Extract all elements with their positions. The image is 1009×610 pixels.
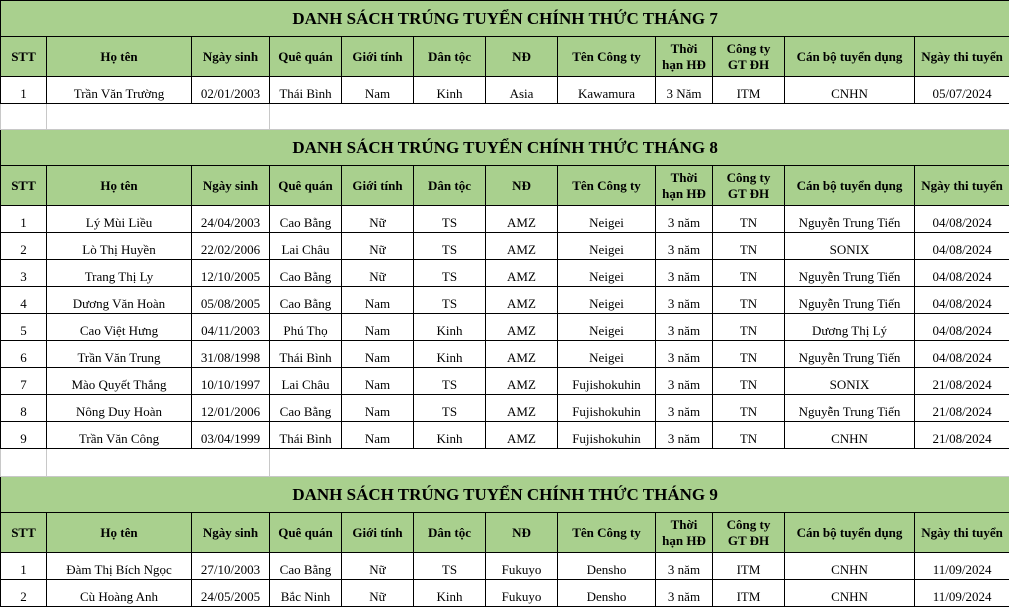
cell-ten-cong-ty[interactable]: Neigei — [558, 314, 656, 341]
table-row — [1, 260, 1009, 287]
cell-stt[interactable]: 6 — [1, 341, 47, 368]
cell-ho-ten[interactable]: Trần Văn Trung — [47, 341, 192, 368]
cell-stt[interactable]: 1 — [1, 206, 47, 233]
header-thoi-han-hd[interactable]: Thời hạn HĐ — [656, 37, 713, 77]
header-ngay-sinh[interactable]: Ngày sinh — [192, 166, 270, 206]
cell-ho-ten[interactable]: Trần Văn Công — [47, 422, 192, 449]
cell-que-quan[interactable]: Cao Bằng — [270, 553, 342, 580]
cell-gioi-tinh[interactable]: Nữ — [342, 206, 414, 233]
cell-dan-toc[interactable]: TS — [414, 287, 486, 314]
empty-cell[interactable] — [1, 449, 47, 477]
cell-thoi-han-hd[interactable]: 3 năm — [656, 580, 713, 607]
header-can-bo-tuyen-dung[interactable]: Cán bộ tuyển dụng — [785, 37, 915, 77]
header-can-bo-tuyen-dung[interactable]: Cán bộ tuyển dụng — [785, 513, 915, 553]
cell-que-quan[interactable]: Cao Bằng — [270, 260, 342, 287]
cell-thoi-han-hd[interactable]: 3 Năm — [656, 77, 713, 104]
section-title[interactable]: DANH SÁCH TRÚNG TUYỂN CHÍNH THỨC THÁNG 7 — [1, 1, 1009, 37]
header-ho-ten[interactable]: Họ tên — [47, 166, 192, 206]
cell-que-quan[interactable]: Thái Bình — [270, 422, 342, 449]
cell-stt[interactable]: 8 — [1, 395, 47, 422]
cell-ho-ten[interactable]: Cù Hoàng Anh — [47, 580, 192, 607]
cell-ngay-thi-tuyen[interactable]: 04/08/2024 — [915, 287, 1009, 314]
cell-stt[interactable]: 3 — [1, 260, 47, 287]
cell-ten-cong-ty[interactable]: Densho — [558, 580, 656, 607]
table-row — [1, 77, 1009, 104]
cell-stt[interactable]: 1 — [1, 77, 47, 104]
header-nd[interactable]: NĐ — [486, 513, 558, 553]
cell-nd[interactable]: AMZ — [486, 260, 558, 287]
header-can-bo-tuyen-dung[interactable]: Cán bộ tuyển dụng — [785, 166, 915, 206]
cell-ngay-thi-tuyen[interactable]: 05/07/2024 — [915, 77, 1009, 104]
header-row — [1, 166, 1009, 206]
table-row — [1, 553, 1009, 580]
section-title-row — [1, 1, 1009, 37]
header-ten-cong-ty[interactable]: Tên Công ty — [558, 37, 656, 77]
cell-que-quan[interactable]: Lai Châu — [270, 368, 342, 395]
cell-can-bo-tuyen-dung[interactable]: Nguyễn Trung Tiến — [785, 260, 915, 287]
cell-ten-cong-ty[interactable]: Neigei — [558, 260, 656, 287]
cell-dan-toc[interactable]: TS — [414, 395, 486, 422]
cell-can-bo-tuyen-dung[interactable]: Nguyễn Trung Tiến — [785, 206, 915, 233]
header-thoi-han-hd[interactable]: Thời hạn HĐ — [656, 166, 713, 206]
empty-cell[interactable] — [270, 104, 1009, 130]
cell-ngay-sinh[interactable]: 31/08/1998 — [192, 341, 270, 368]
cell-nd[interactable]: AMZ — [486, 314, 558, 341]
cell-cong-ty-gt-dh[interactable]: TN — [713, 260, 785, 287]
header-ngay-thi-tuyen[interactable]: Ngày thi tuyển — [915, 37, 1009, 77]
header-row — [1, 37, 1009, 77]
cell-cong-ty-gt-dh[interactable]: ITM — [713, 580, 785, 607]
cell-stt[interactable]: 9 — [1, 422, 47, 449]
table-row — [1, 395, 1009, 422]
empty-row — [1, 449, 1009, 477]
cell-can-bo-tuyen-dung[interactable]: SONIX — [785, 368, 915, 395]
cell-thoi-han-hd[interactable]: 3 năm — [656, 314, 713, 341]
cell-dan-toc[interactable]: TS — [414, 260, 486, 287]
header-ho-ten[interactable]: Họ tên — [47, 37, 192, 77]
cell-ten-cong-ty[interactable]: Fujishokuhin — [558, 395, 656, 422]
cell-ten-cong-ty[interactable]: Neigei — [558, 233, 656, 260]
header-ten-cong-ty[interactable]: Tên Công ty — [558, 513, 656, 553]
cell-ho-ten[interactable]: Cao Việt Hưng — [47, 314, 192, 341]
cell-can-bo-tuyen-dung[interactable]: CNHN — [785, 77, 915, 104]
cell-stt[interactable]: 7 — [1, 368, 47, 395]
header-que-quan[interactable]: Quê quán — [270, 37, 342, 77]
table-row — [1, 206, 1009, 233]
cell-cong-ty-gt-dh[interactable]: TN — [713, 422, 785, 449]
table-row — [1, 287, 1009, 314]
cell-thoi-han-hd[interactable]: 3 năm — [656, 368, 713, 395]
cell-ten-cong-ty[interactable]: Kawamura — [558, 77, 656, 104]
cell-ngay-sinh[interactable]: 22/02/2006 — [192, 233, 270, 260]
cell-ngay-thi-tuyen[interactable]: 11/09/2024 — [915, 553, 1009, 580]
header-que-quan[interactable]: Quê quán — [270, 513, 342, 553]
header-thoi-han-hd[interactable]: Thời hạn HĐ — [656, 513, 713, 553]
cell-ten-cong-ty[interactable]: Neigei — [558, 206, 656, 233]
header-dan-toc[interactable]: Dân tộc — [414, 166, 486, 206]
cell-que-quan[interactable]: Phú Thọ — [270, 314, 342, 341]
header-row — [1, 513, 1009, 553]
cell-que-quan[interactable]: Thái Bình — [270, 341, 342, 368]
header-ngay-sinh[interactable]: Ngày sinh — [192, 37, 270, 77]
cell-dan-toc[interactable]: TS — [414, 206, 486, 233]
cell-nd[interactable]: AMZ — [486, 395, 558, 422]
header-dan-toc[interactable]: Dân tộc — [414, 37, 486, 77]
cell-stt[interactable]: 1 — [1, 553, 47, 580]
cell-ho-ten[interactable]: Trang Thị Ly — [47, 260, 192, 287]
empty-cell[interactable] — [47, 449, 270, 477]
section-title-row — [1, 477, 1009, 513]
cell-que-quan[interactable]: Bắc Ninh — [270, 580, 342, 607]
cell-cong-ty-gt-dh[interactable]: TN — [713, 368, 785, 395]
cell-gioi-tinh[interactable]: Nữ — [342, 233, 414, 260]
cell-ho-ten[interactable]: Nông Duy Hoàn — [47, 395, 192, 422]
cell-ho-ten[interactable]: Trần Văn Trường — [47, 77, 192, 104]
cell-can-bo-tuyen-dung[interactable]: Nguyễn Trung Tiến — [785, 287, 915, 314]
cell-ngay-sinh[interactable]: 03/04/1999 — [192, 422, 270, 449]
empty-cell[interactable] — [270, 449, 1009, 477]
cell-gioi-tinh[interactable]: Nữ — [342, 260, 414, 287]
cell-ngay-sinh[interactable]: 05/08/2005 — [192, 287, 270, 314]
cell-ngay-thi-tuyen[interactable]: 21/08/2024 — [915, 395, 1009, 422]
table-row — [1, 341, 1009, 368]
cell-gioi-tinh[interactable]: Nam — [342, 77, 414, 104]
cell-nd[interactable]: AMZ — [486, 422, 558, 449]
header-ho-ten[interactable]: Họ tên — [47, 513, 192, 553]
cell-can-bo-tuyen-dung[interactable]: SONIX — [785, 233, 915, 260]
header-ten-cong-ty[interactable]: Tên Công ty — [558, 166, 656, 206]
header-cong-ty-gt-dh[interactable]: Công ty GT ĐH — [713, 166, 785, 206]
cell-que-quan[interactable]: Cao Bằng — [270, 287, 342, 314]
header-dan-toc[interactable]: Dân tộc — [414, 513, 486, 553]
cell-gioi-tinh[interactable]: Nữ — [342, 553, 414, 580]
cell-ho-ten[interactable]: Lò Thị Huyền — [47, 233, 192, 260]
table-row — [1, 368, 1009, 395]
cell-que-quan[interactable]: Thái Bình — [270, 77, 342, 104]
cell-ngay-sinh[interactable]: 24/05/2005 — [192, 580, 270, 607]
cell-ngay-thi-tuyen[interactable]: 21/08/2024 — [915, 368, 1009, 395]
header-stt[interactable]: STT — [1, 513, 47, 553]
cell-thoi-han-hd[interactable]: 3 năm — [656, 287, 713, 314]
cell-can-bo-tuyen-dung[interactable]: CNHN — [785, 580, 915, 607]
cell-ngay-thi-tuyen[interactable]: 04/08/2024 — [915, 206, 1009, 233]
cell-thoi-han-hd[interactable]: 3 năm — [656, 206, 713, 233]
cell-nd[interactable]: AMZ — [486, 341, 558, 368]
cell-nd[interactable]: Fukuyo — [486, 553, 558, 580]
cell-ngay-sinh[interactable]: 04/11/2003 — [192, 314, 270, 341]
cell-cong-ty-gt-dh[interactable]: ITM — [713, 553, 785, 580]
cell-ngay-thi-tuyen[interactable]: 04/08/2024 — [915, 341, 1009, 368]
cell-gioi-tinh[interactable]: Nam — [342, 287, 414, 314]
cell-gioi-tinh[interactable]: Nam — [342, 395, 414, 422]
table-row — [1, 233, 1009, 260]
cell-cong-ty-gt-dh[interactable]: TN — [713, 395, 785, 422]
header-nd[interactable]: NĐ — [486, 37, 558, 77]
header-stt[interactable]: STT — [1, 166, 47, 206]
cell-stt[interactable]: 2 — [1, 233, 47, 260]
cell-cong-ty-gt-dh[interactable]: TN — [713, 206, 785, 233]
cell-cong-ty-gt-dh[interactable]: TN — [713, 233, 785, 260]
cell-can-bo-tuyen-dung[interactable]: CNHN — [785, 553, 915, 580]
cell-ten-cong-ty[interactable]: Neigei — [558, 341, 656, 368]
header-ngay-thi-tuyen[interactable]: Ngày thi tuyển — [915, 513, 1009, 553]
cell-cong-ty-gt-dh[interactable]: TN — [713, 341, 785, 368]
cell-nd[interactable]: AMZ — [486, 233, 558, 260]
cell-ngay-thi-tuyen[interactable]: 21/08/2024 — [915, 422, 1009, 449]
cell-can-bo-tuyen-dung[interactable]: Nguyễn Trung Tiến — [785, 395, 915, 422]
cell-dan-toc[interactable]: Kinh — [414, 580, 486, 607]
cell-gioi-tinh[interactable]: Nam — [342, 368, 414, 395]
cell-can-bo-tuyen-dung[interactable]: Dương Thị Lý — [785, 314, 915, 341]
section-title-row — [1, 130, 1009, 166]
header-gioi-tinh[interactable]: Giới tính — [342, 166, 414, 206]
cell-stt[interactable]: 5 — [1, 314, 47, 341]
cell-ngay-sinh[interactable]: 12/10/2005 — [192, 260, 270, 287]
cell-stt[interactable]: 2 — [1, 580, 47, 607]
cell-can-bo-tuyen-dung[interactable]: Nguyễn Trung Tiến — [785, 341, 915, 368]
header-gioi-tinh[interactable]: Giới tính — [342, 513, 414, 553]
cell-ngay-sinh[interactable]: 12/01/2006 — [192, 395, 270, 422]
empty-cell[interactable] — [1, 104, 47, 130]
empty-cell[interactable] — [47, 104, 270, 130]
header-cong-ty-gt-dh[interactable]: Công ty GT ĐH — [713, 37, 785, 77]
cell-thoi-han-hd[interactable]: 3 năm — [656, 422, 713, 449]
cell-nd[interactable]: AMZ — [486, 206, 558, 233]
cell-que-quan[interactable]: Lai Châu — [270, 233, 342, 260]
cell-stt[interactable]: 4 — [1, 287, 47, 314]
header-ngay-sinh[interactable]: Ngày sinh — [192, 513, 270, 553]
header-que-quan[interactable]: Quê quán — [270, 166, 342, 206]
cell-cong-ty-gt-dh[interactable]: TN — [713, 314, 785, 341]
cell-ho-ten[interactable]: Mào Quyết Thắng — [47, 368, 192, 395]
cell-ten-cong-ty[interactable]: Fujishokuhin — [558, 368, 656, 395]
cell-dan-toc[interactable]: TS — [414, 553, 486, 580]
cell-dan-toc[interactable]: TS — [414, 368, 486, 395]
cell-dan-toc[interactable]: TS — [414, 233, 486, 260]
table-row — [1, 314, 1009, 341]
cell-gioi-tinh[interactable]: Nam — [342, 314, 414, 341]
cell-ngay-thi-tuyen[interactable]: 04/08/2024 — [915, 260, 1009, 287]
cell-ngay-sinh[interactable]: 24/04/2003 — [192, 206, 270, 233]
cell-nd[interactable]: Fukuyo — [486, 580, 558, 607]
header-stt[interactable]: STT — [1, 37, 47, 77]
section-title[interactable]: DANH SÁCH TRÚNG TUYỂN CHÍNH THỨC THÁNG 8 — [1, 130, 1009, 166]
cell-gioi-tinh[interactable]: Nam — [342, 341, 414, 368]
header-cong-ty-gt-dh[interactable]: Công ty GT ĐH — [713, 513, 785, 553]
header-nd[interactable]: NĐ — [486, 166, 558, 206]
header-gioi-tinh[interactable]: Giới tính — [342, 37, 414, 77]
cell-que-quan[interactable]: Cao Bằng — [270, 206, 342, 233]
cell-gioi-tinh[interactable]: Nữ — [342, 580, 414, 607]
header-ngay-thi-tuyen[interactable]: Ngày thi tuyển — [915, 166, 1009, 206]
cell-ngay-thi-tuyen[interactable]: 04/08/2024 — [915, 314, 1009, 341]
cell-nd[interactable]: Asia — [486, 77, 558, 104]
cell-ten-cong-ty[interactable]: Fujishokuhin — [558, 422, 656, 449]
cell-que-quan[interactable]: Cao Bằng — [270, 395, 342, 422]
cell-dan-toc[interactable]: Kinh — [414, 77, 486, 104]
cell-ngay-thi-tuyen[interactable]: 11/09/2024 — [915, 580, 1009, 607]
empty-row — [1, 104, 1009, 130]
table-row — [1, 422, 1009, 449]
cell-ho-ten[interactable]: Lý Mùi Liều — [47, 206, 192, 233]
cell-ten-cong-ty[interactable]: Densho — [558, 553, 656, 580]
table-row — [1, 580, 1009, 607]
cell-nd[interactable]: AMZ — [486, 287, 558, 314]
cell-gioi-tinh[interactable]: Nam — [342, 422, 414, 449]
cell-can-bo-tuyen-dung[interactable]: CNHN — [785, 422, 915, 449]
cell-ngay-sinh[interactable]: 02/01/2003 — [192, 77, 270, 104]
cell-ho-ten[interactable]: Dương Văn Hoàn — [47, 287, 192, 314]
cell-ngay-sinh[interactable]: 27/10/2003 — [192, 553, 270, 580]
cell-dan-toc[interactable]: Kinh — [414, 422, 486, 449]
cell-cong-ty-gt-dh[interactable]: TN — [713, 287, 785, 314]
cell-dan-toc[interactable]: Kinh — [414, 341, 486, 368]
cell-thoi-han-hd[interactable]: 3 năm — [656, 260, 713, 287]
cell-ngay-thi-tuyen[interactable]: 04/08/2024 — [915, 233, 1009, 260]
cell-thoi-han-hd[interactable]: 3 năm — [656, 553, 713, 580]
cell-cong-ty-gt-dh[interactable]: ITM — [713, 77, 785, 104]
cell-thoi-han-hd[interactable]: 3 năm — [656, 395, 713, 422]
section-title[interactable]: DANH SÁCH TRÚNG TUYỂN CHÍNH THỨC THÁNG 9 — [1, 477, 1009, 513]
cell-ho-ten[interactable]: Đàm Thị Bích Ngọc — [47, 553, 192, 580]
cell-thoi-han-hd[interactable]: 3 năm — [656, 341, 713, 368]
cell-nd[interactable]: AMZ — [486, 368, 558, 395]
cell-dan-toc[interactable]: Kinh — [414, 314, 486, 341]
cell-ngay-sinh[interactable]: 10/10/1997 — [192, 368, 270, 395]
cell-ten-cong-ty[interactable]: Neigei — [558, 287, 656, 314]
cell-thoi-han-hd[interactable]: 3 năm — [656, 233, 713, 260]
